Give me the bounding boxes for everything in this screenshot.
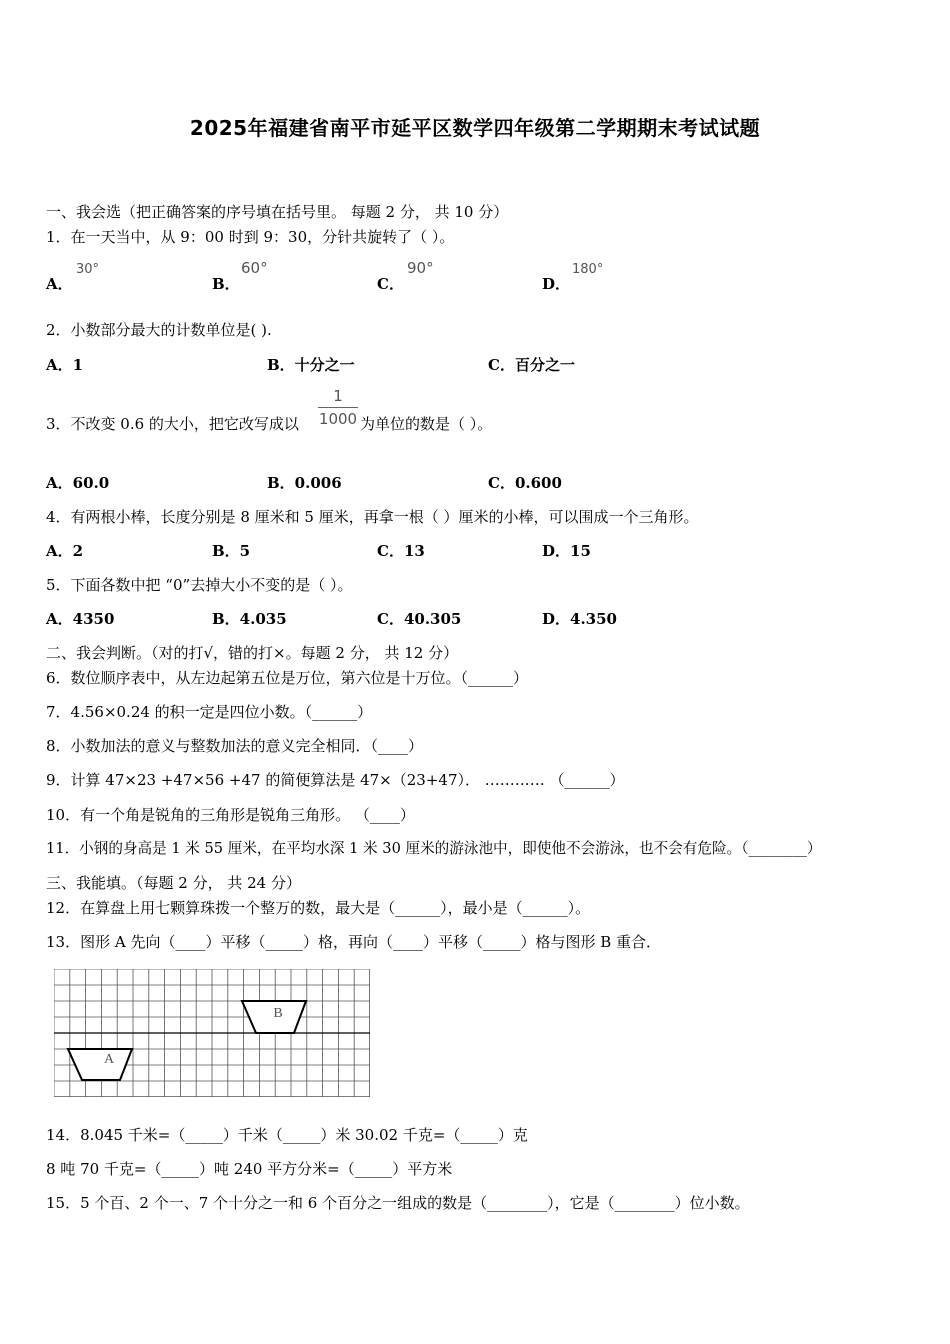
q1-option-b-value: 60° — [241, 259, 268, 277]
q3-option-c[interactable]: C．0.600 — [488, 474, 562, 492]
question-3-stem-before: 3．不改变 0.6 的大小，把它改写成以 — [46, 415, 299, 433]
q5-option-a[interactable]: A．4350 — [46, 610, 115, 628]
question-3-stem-after: 为单位的数是（ ）。 — [360, 415, 493, 433]
q4-option-c[interactable]: C．13 — [377, 542, 425, 560]
section-3-heading: 三、我能填。（每题 2 分， 共 24 分） — [46, 874, 301, 892]
question-12: 12．在算盘上用七颗算珠拨一个整万的数，最大是（______），最小是（______）。 — [46, 899, 591, 917]
q4-option-d[interactable]: D．15 — [542, 542, 591, 560]
q1-option-c-value: 90° — [407, 259, 434, 277]
question-1-stem: 1．在一天当中，从 9：00 时到 9：30，分针共旋转了（ ）。 — [46, 228, 455, 246]
question-10: 10．有一个角是锐角的三角形是锐角三角形。 （____） — [46, 806, 415, 824]
question-14-line-1: 14．8.045 千米=（_____）千米（_____）米 30.02 千克=（_____）克 — [46, 1126, 528, 1144]
section-1-heading: 一、我会选（把正确答案的序号填在括号里。 每题 2 分， 共 10 分） — [46, 203, 509, 221]
shape-a-label: A — [103, 1052, 115, 1067]
q3-fraction-bar — [318, 407, 358, 408]
q3-fraction-denominator: 1000 — [318, 410, 358, 428]
question-14-line-2: 8 吨 70 千克=（_____）吨 240 平方分米=（_____）平方米 — [46, 1160, 453, 1178]
q3-option-b[interactable]: B．0.006 — [267, 474, 342, 492]
q1-option-b[interactable]: B． — [212, 275, 240, 293]
question-13: 13．图形 A 先向（____）平移（_____）格，再向（____）平移（_____）格与图形 B 重合． — [46, 933, 662, 951]
question-7: 7．4.56×0.24 的积一定是四位小数。（______） — [46, 703, 373, 721]
q2-option-a[interactable]: A．1 — [46, 356, 84, 374]
q5-option-b[interactable]: B．4.035 — [212, 610, 287, 628]
q1-option-a[interactable]: A． — [46, 275, 73, 293]
q3-option-a[interactable]: A．60.0 — [46, 474, 110, 492]
q1-option-d-value: 180° — [572, 262, 604, 277]
question-2-stem: 2．小数部分最大的计数单位是( ). — [46, 321, 272, 339]
q2-option-b[interactable]: B．十分之一 — [267, 356, 355, 374]
q4-option-b[interactable]: B．5 — [212, 542, 251, 560]
question-6: 6．数位顺序表中，从左边起第五位是万位，第六位是十万位。（______） — [46, 669, 529, 687]
q1-option-c[interactable]: C． — [377, 275, 404, 293]
question-5-stem: 5．下面各数中把 “0”去掉大小不变的是（ ）。 — [46, 576, 353, 594]
q5-option-c[interactable]: C．40.305 — [377, 610, 462, 628]
shape-a — [68, 1049, 132, 1080]
question-15: 15．5 个百、2 个一、7 个十分之一和 6 个百分之一组成的数是（________），它是（________）位小数。 — [46, 1194, 750, 1212]
q1-option-d[interactable]: D． — [542, 275, 571, 293]
q4-option-a[interactable]: A．2 — [46, 542, 84, 560]
q1-option-a-value: 30° — [76, 262, 100, 277]
question-8: 8．小数加法的意义与整数加法的意义完全相同．（____） — [46, 737, 424, 755]
q5-option-d[interactable]: D．4.350 — [542, 610, 617, 628]
question-11: 11．小钢的身高是 1 米 55 厘米，在平均水深 1 米 30 厘米的游泳池中，即使他不会游泳，也不会有危险。（________） — [46, 840, 822, 857]
shape-b-label: B — [273, 1006, 283, 1021]
question-9: 9．计算 47×23 +47×56 +47 的简便算法是 47×（23+47）． ………… （______） — [46, 771, 625, 789]
page-title: 2025年福建省南平市延平区数学四年级第二学期期末考试试题 — [189, 116, 761, 140]
q3-fraction — [316, 386, 360, 429]
q2-option-c[interactable]: C．百分之一 — [488, 356, 575, 374]
translation-grid-figure — [54, 969, 370, 1099]
q3-fraction-numerator: 1 — [333, 387, 343, 405]
question-4-stem: 4．有两根小棒，长度分别是 8 厘米和 5 厘米，再拿一根（ ）厘米的小棒，可以围成一个三角形。 — [46, 508, 699, 526]
section-2-heading: 二、我会判断。（对的打√，错的打×。每题 2 分， 共 12 分） — [46, 644, 459, 662]
